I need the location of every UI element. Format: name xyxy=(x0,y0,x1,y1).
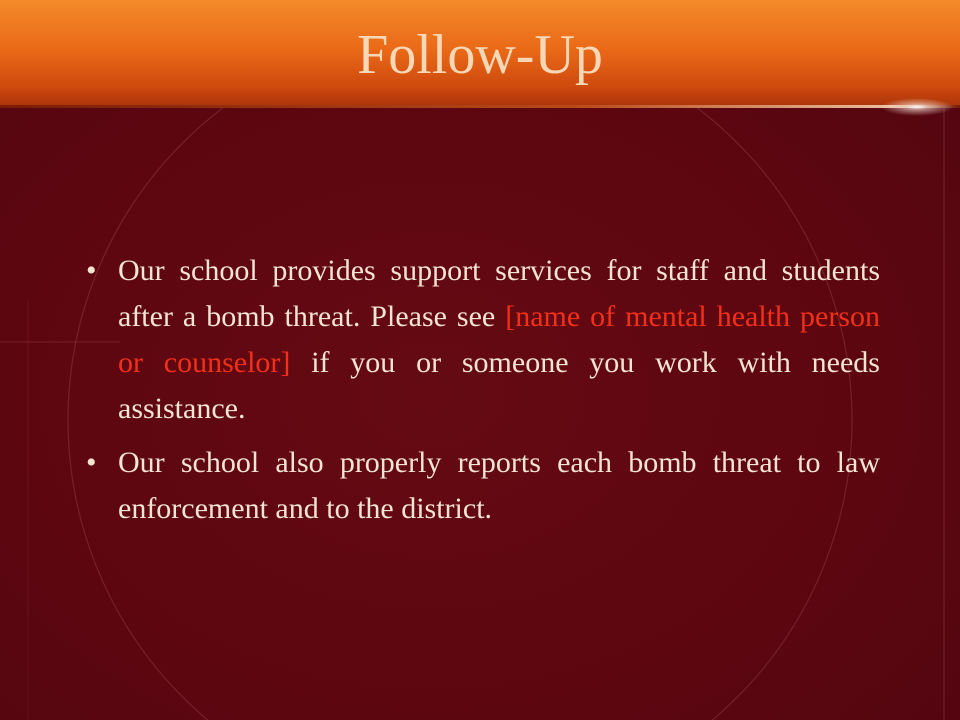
light-glint xyxy=(880,98,954,116)
placeholder-highlight: [name of mental health person or counselor] xyxy=(118,300,880,379)
bullet-text: if you or someone you work with needs assistance. xyxy=(118,346,880,425)
bullet-item-support-services xyxy=(80,248,880,432)
bullet-text: Our school also properly reports each bomb threat to law enforcement and to the district. xyxy=(118,446,880,525)
bullet-marker: • xyxy=(86,446,97,479)
bullet-text: Our school provides support services for staff and students after a bomb threat. Please see xyxy=(118,254,880,333)
bullet-list xyxy=(80,248,880,540)
title-bar xyxy=(0,0,960,108)
bullet-item-reporting xyxy=(80,440,880,532)
bullet-marker: • xyxy=(86,254,97,287)
slide-title: Follow-Up xyxy=(357,24,603,86)
